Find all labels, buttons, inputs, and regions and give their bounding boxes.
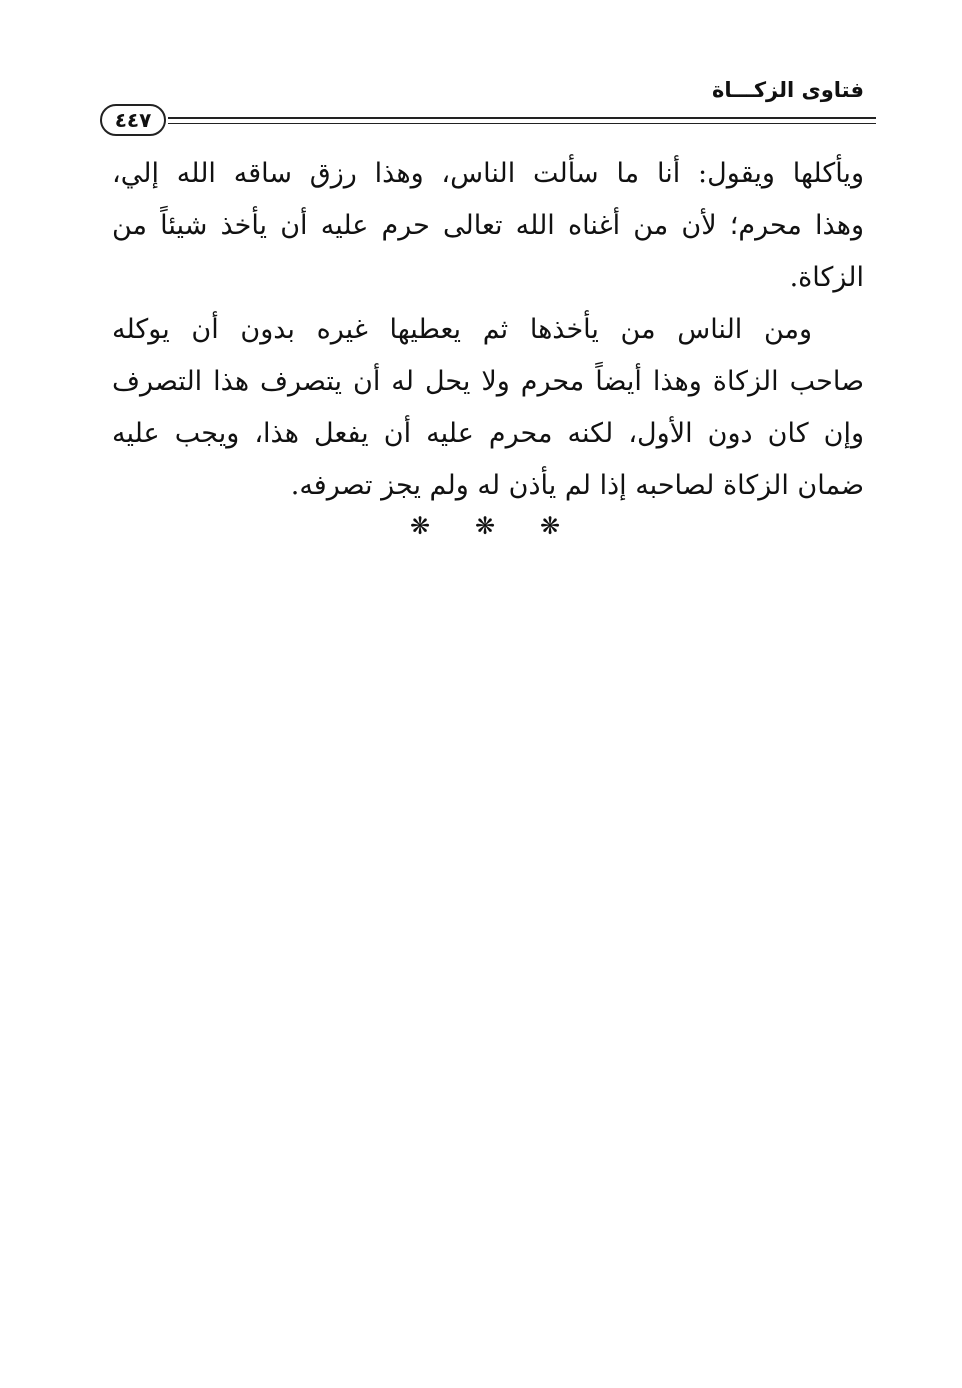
asterism-icon: ❋: [539, 512, 561, 540]
asterism-icon: ❋: [474, 512, 496, 540]
text-line: وإن كان دون الأول، لكنه محرم عليه أن يفعل هذا، ويجب عليه: [112, 418, 864, 449]
text-line: ويأكلها ويقول: أنا ما سألت الناس، وهذا رزق ساقه الله إلي،: [112, 158, 864, 189]
asterism-icon: ❋: [409, 512, 431, 540]
text-line: ضمان الزكاة لصاحبه إذا لم يأذن له ولم يجز تصرفه.: [290, 470, 864, 501]
paragraph-1: [112, 148, 864, 304]
text-line: ومن الناس من يأخذها ثم يعطيها غيره بدون أن يوكله: [112, 314, 812, 345]
section-separator: [400, 512, 570, 540]
text-line: وهذا محرم؛ لأن من أغناه الله تعالى حرم عليه أن يأخذ شيئاً من: [112, 210, 864, 241]
text-line: الزكاة.: [789, 262, 864, 293]
paragraph-2: [112, 304, 864, 512]
page-number: ٤٤٧: [100, 104, 166, 136]
body-text: [112, 148, 864, 512]
header-rule: [168, 117, 876, 119]
running-head-title: فتاوى الزكـــاة: [712, 78, 864, 102]
text-line: صاحب الزكاة وهذا أيضاً محرم ولا يحل له أن يتصرف هذا التصرف: [112, 366, 864, 397]
header-rule-thin: [168, 123, 876, 124]
